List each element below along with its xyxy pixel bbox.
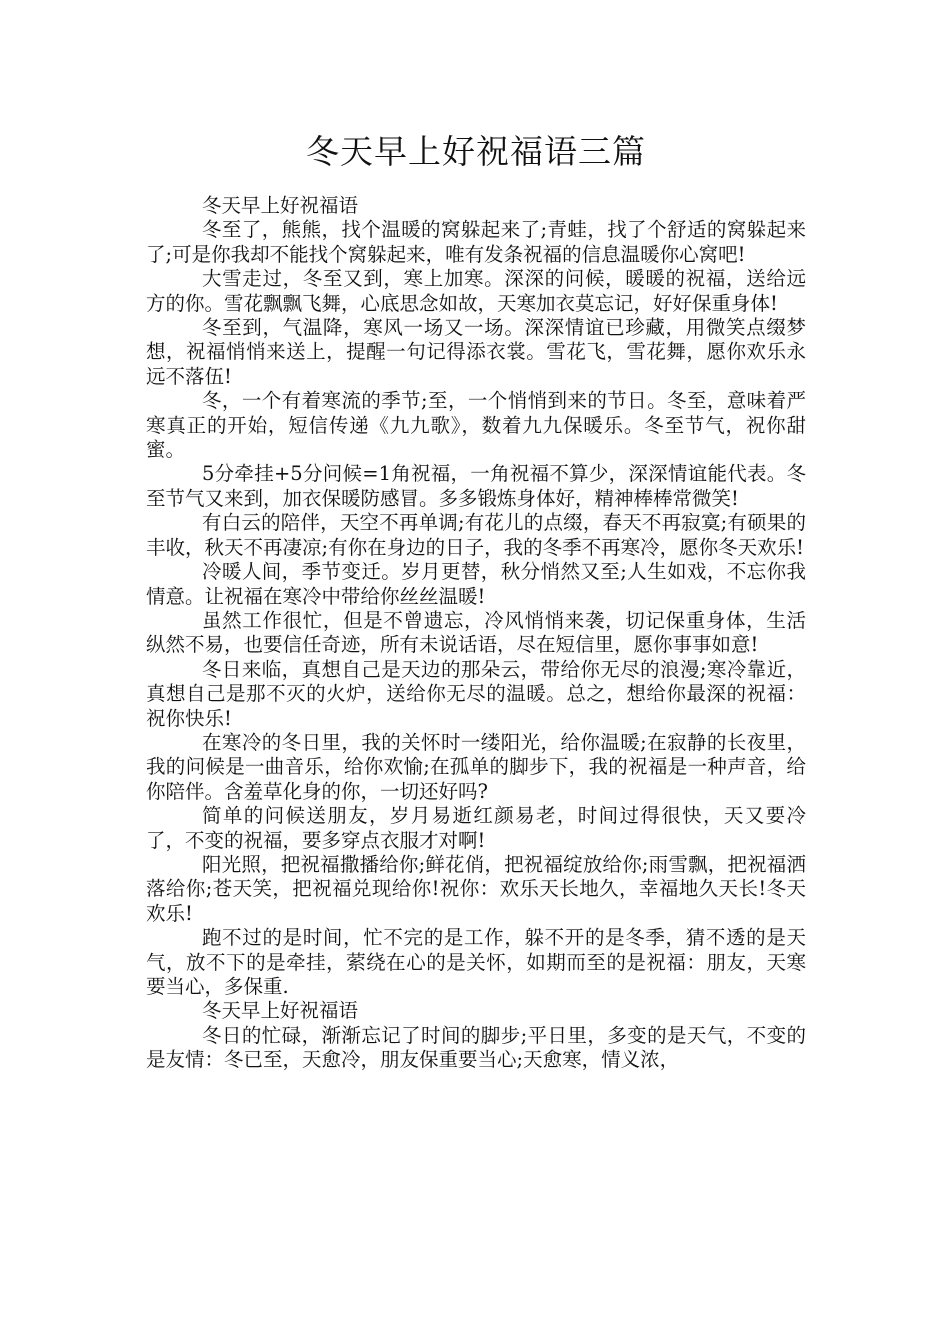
paragraph: 有白云的陪伴，天空不再单调;有花儿的点缀，春天不再寂寞;有硕果的丰收，秋天不再凄凉;有你在身边的日子，我的冬季不再寒冷，愿你冬天欢乐! <box>146 511 806 559</box>
section-heading: 冬天早上好祝福语 <box>202 999 359 1023</box>
paragraph: 简单的问候送朋友，岁月易逝红颜易老，时间过得很快，天又要冷了，不变的祝福，要多穿点衣服才对啊! <box>146 804 806 852</box>
paragraph: 阳光照，把祝福撒播给你;鲜花俏，把祝福绽放给你;雨雪飘，把祝福洒落给你;苍天笑，把祝福兑现给你!祝你：欢乐天长地久，幸福地久天长!冬天欢乐! <box>146 852 806 925</box>
paragraph: 5分牵挂+5分问候=1角祝福，一角祝福不算少，深深情谊能代表。冬至节气又来到，加衣保暖防感冒。多多锻炼身体好，精神棒棒常微笑! <box>146 462 806 510</box>
document-page <box>146 0 806 1073</box>
paragraph: 冬日来临，真想自己是天边的那朵云，带给你无尽的浪漫;寒冷靠近，真想自己是那不灭的火炉，送给你无尽的温暖。总之，想给你最深的祝福：祝你快乐! <box>146 657 806 730</box>
document-title: 冬天早上好祝福语三篇 <box>306 132 646 171</box>
paragraph: 冬至了，熊熊，找个温暖的窝躲起来了;青蛙，找了个舒适的窝躲起来了;可是你我却不能找个窝躲起来，唯有发条祝福的信息温暖你心窝吧! <box>146 218 806 266</box>
paragraph: 冬至到，气温降，寒风一场又一场。深深情谊已珍藏，用微笑点缀梦想，祝福悄悄来送上，提醒一句记得添衣裳。雪花飞，雪花舞，愿你欢乐永远不落伍! <box>146 316 806 388</box>
paragraph: 冬日的忙碌，渐渐忘记了时间的脚步;平日里，多变的是天气，不变的是友情：冬已至，天愈冷，朋友保重要当心;天愈寒，情义浓， <box>146 1023 806 1072</box>
paragraph: 大雪走过，冬至又到，寒上加寒。深深的问候，暖暖的祝福，送给远方的你。雪花飘飘飞舞，心底思念如故，天寒加衣莫忘记，好好保重身体! <box>146 267 806 315</box>
paragraph: 虽然工作很忙，但是不曾遗忘，冷风悄悄来袭，切记保重身体，生活纵然不易，也要信任奇迹，所有未说话语，尽在短信里，愿你事事如意! <box>146 608 806 657</box>
paragraph: 冷暖人间，季节变迁。岁月更替，秋分悄然又至;人生如戏，不忘你我情意。让祝福在寒冷中带给你丝丝温暖! <box>146 560 806 608</box>
paragraph: 在寒冷的冬日里，我的关怀时一缕阳光，给你温暖;在寂静的长夜里，我的问候是一曲音乐，给你欢愉;在孤单的脚步下，我的祝福是一种声音，给你陪伴。含羞草化身的你，一切还好吗? <box>146 730 806 803</box>
paragraph: 冬，一个有着寒流的季节;至，一个悄悄到来的节日。冬至，意味着严寒真正的开始，短信传递《九九歌》，数着九九保暖乐。冬至节气，祝你甜蜜。 <box>146 389 806 462</box>
document-body <box>146 194 806 1073</box>
section-heading: 冬天早上好祝福语 <box>202 194 359 217</box>
paragraph: 跑不过的是时间，忙不完的是工作，躲不开的是冬季，猜不透的是天气，放不下的是牵挂，萦绕在心的是关怀，如期而至的是祝福：朋友，天寒要当心，多保重. <box>146 926 806 998</box>
